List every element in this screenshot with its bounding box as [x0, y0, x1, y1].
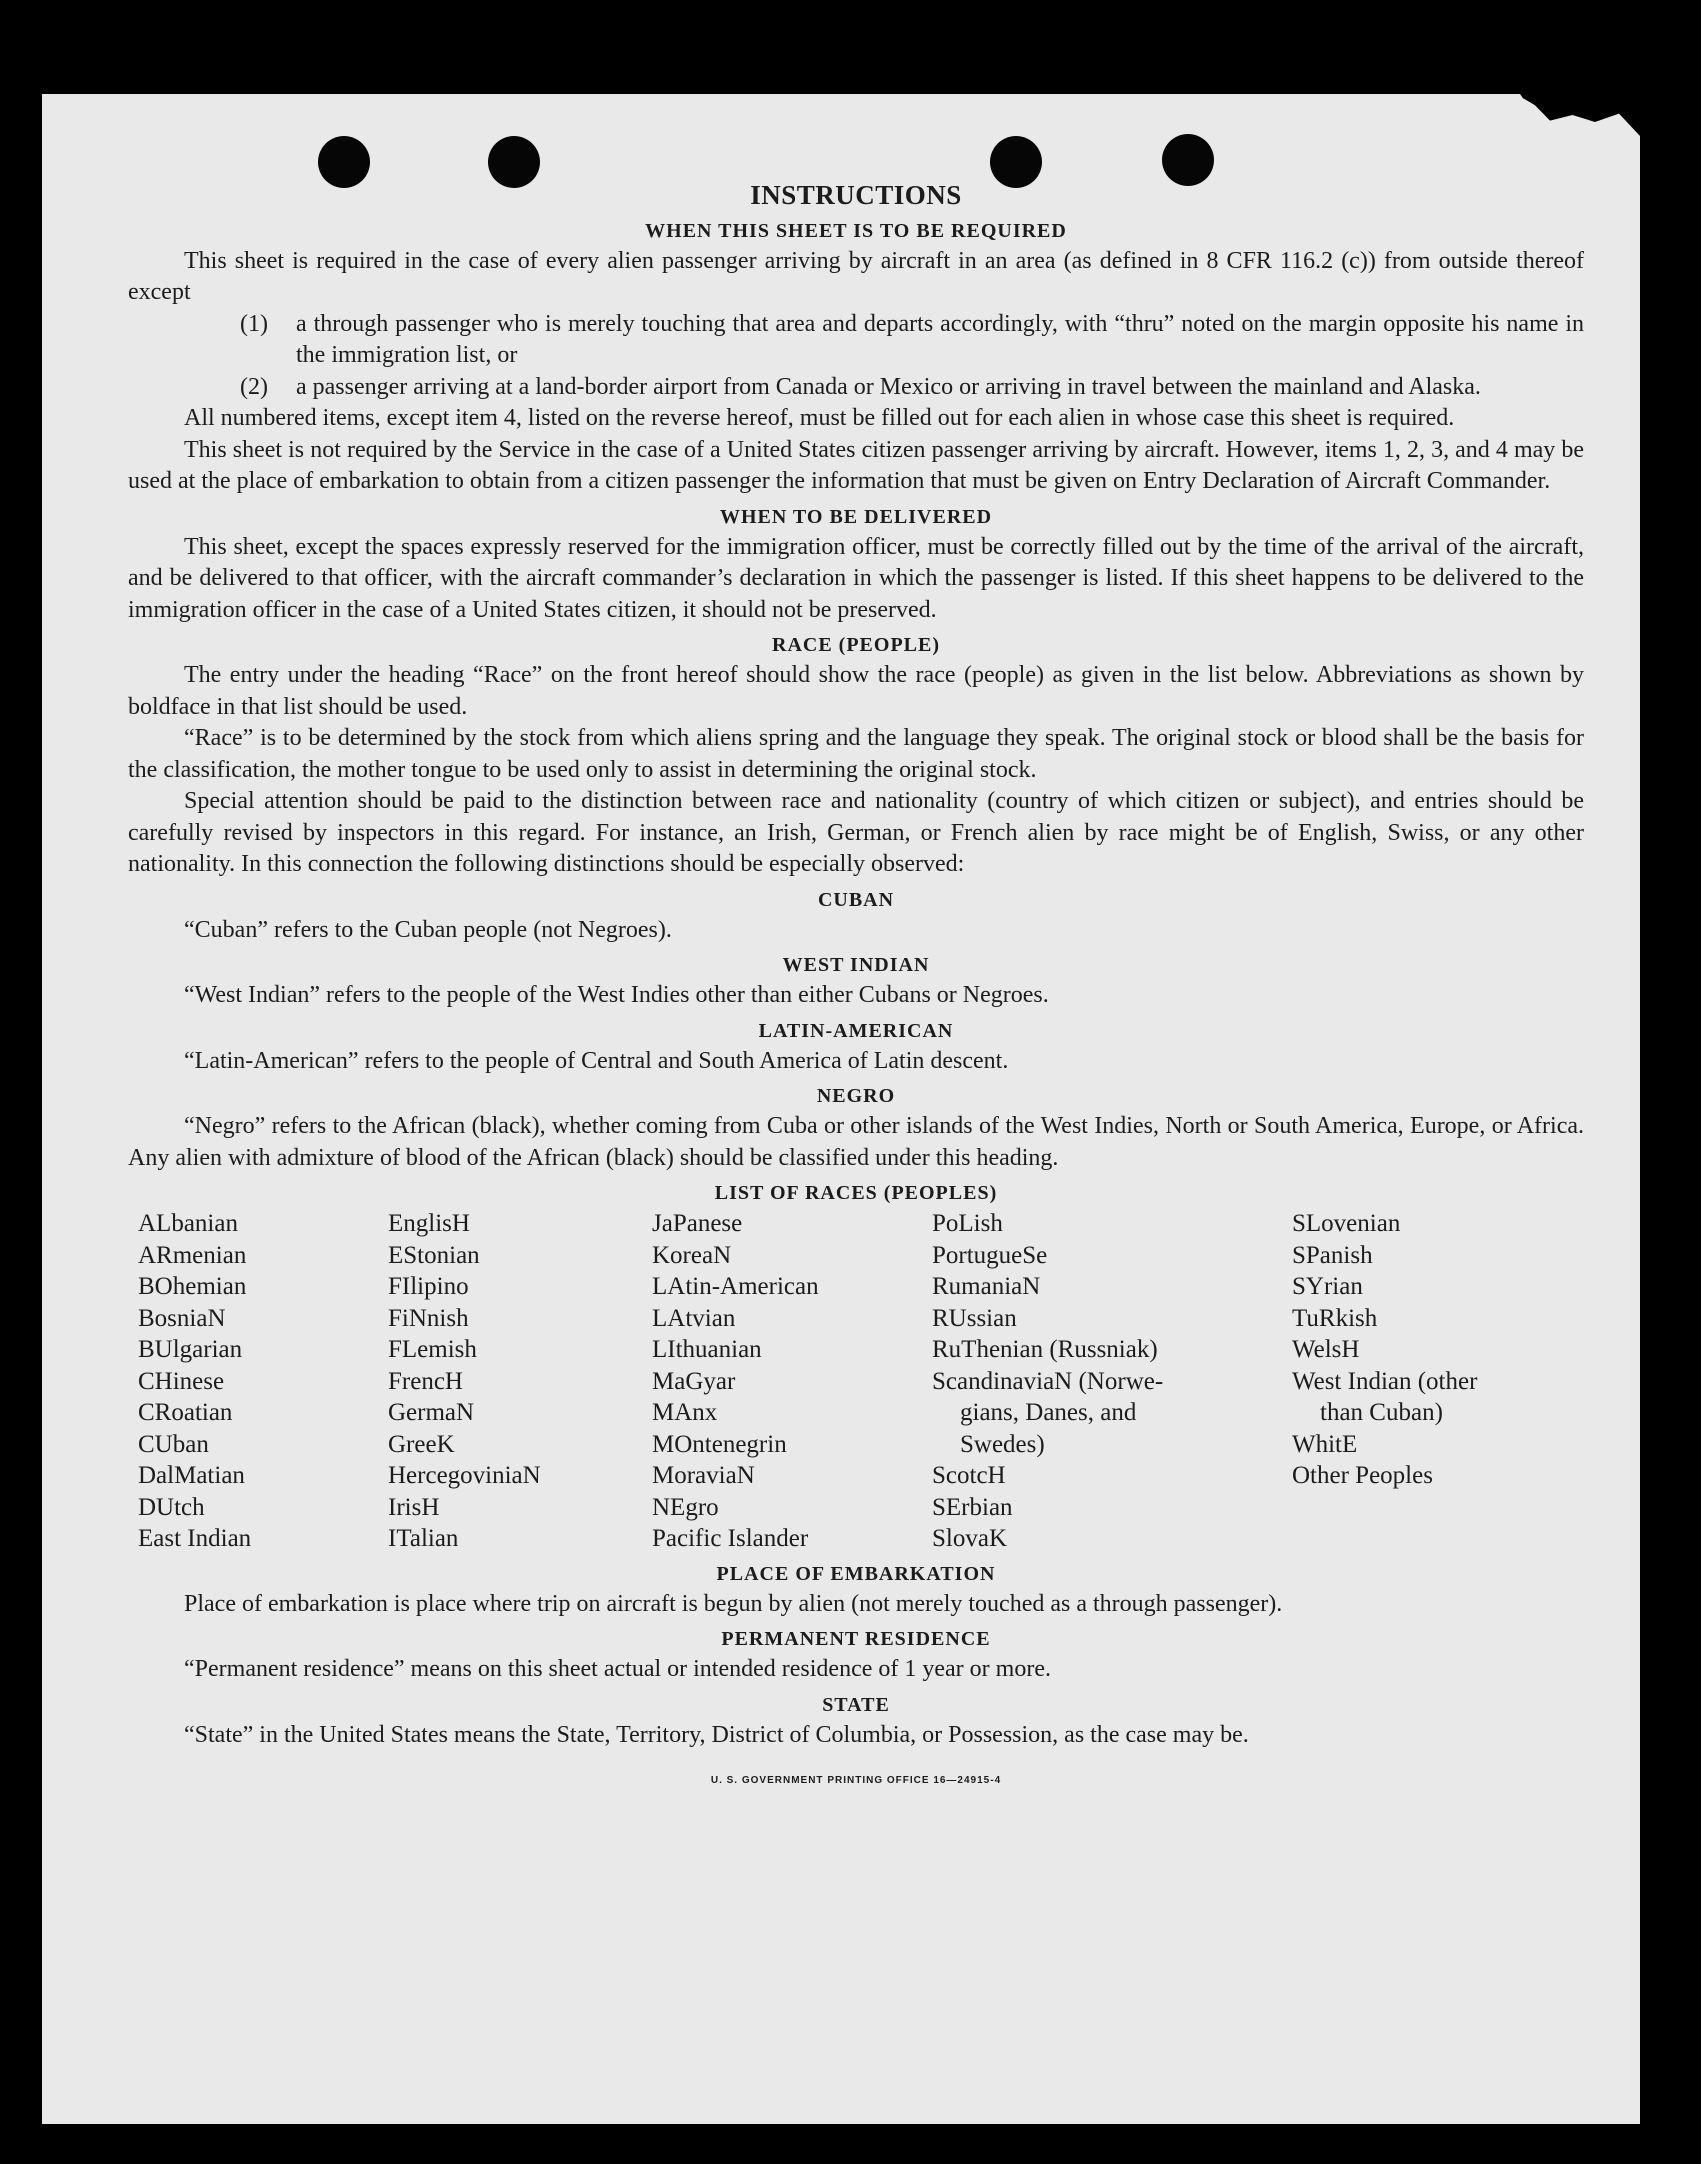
race-column	[388, 1208, 652, 1555]
race-entry: CHinese	[138, 1367, 225, 1395]
race-entry: DUtch	[138, 1493, 205, 1521]
paragraph: “Permanent residence” means on this sheet actual or intended residence of 1 year or more.	[184, 1656, 1051, 1682]
race-entry: FiNnish	[388, 1304, 469, 1332]
section-heading: CUBAN	[817, 888, 895, 911]
printer-imprint: U. S. GOVERNMENT PRINTING OFFICE 16—24915-4	[710, 1775, 1002, 1786]
race-entry: BosniaN	[138, 1304, 226, 1332]
race-entry: ScandinaviaN (Norwe-	[932, 1367, 1164, 1395]
race-entry: MOntenegrin	[652, 1430, 787, 1458]
race-entry: MoraviaN	[652, 1462, 755, 1489]
document-body	[128, 180, 1584, 1797]
race-entry: SErbian	[932, 1493, 1013, 1521]
paragraph: “State” in the United States means the State, Territory, District of Columbia, or Possession, as the case may be.	[184, 1721, 1249, 1748]
paragraph: The entry under the heading “Race” on the front hereof should show the race (people) as given in the list below. Abbreviations as shown by boldface in that list should be used.	[128, 662, 1584, 720]
definition: “Cuban” refers to the Cuban people (not Negroes).	[184, 916, 672, 943]
race-entry: WhitE	[1292, 1430, 1358, 1458]
race-column	[652, 1208, 932, 1555]
race-entry: West Indian (other	[1292, 1367, 1478, 1395]
race-entry: HercegoviniaN	[388, 1462, 541, 1489]
race-entry: GreeK	[388, 1430, 455, 1458]
paragraph: Special attention should be paid to the distinction between race and nationality (country of which citizen or subject), and entries should be carefully revised by inspectors in this regard. For instance, an Irish, German, or French alien by race might be of English, Swiss, or any other nationality. In this connection the following distinctions should be especially observed:	[128, 788, 1584, 877]
race-entry: CRoatian	[138, 1399, 233, 1426]
definition: “Negro” refers to the African (black), whether coming from Cuba or other islands of the West Indies, North or South America, Europe, or Africa. Any alien with admixture of blood of the African (black) should be classified under this heading.	[128, 1113, 1584, 1171]
paragraph: This sheet is not required by the Service in the case of a United States citizen passenger arriving by aircraft. However, items 1, 2, 3, and 4 may be used at the place of embarkation to obtain from a citizen passenger the information that must be given on Entry Declaration of Aircraft Commander.	[128, 436, 1584, 494]
race-entry: RuThenian (Russniak)	[932, 1336, 1158, 1363]
race-entry: PoLish	[932, 1210, 1003, 1237]
race-entry: Other Peoples	[1292, 1462, 1433, 1489]
definition: “West Indian” refers to the people of the West Indies other than either Cubans or Negroes.	[184, 982, 1049, 1008]
numbered-item	[240, 309, 1584, 372]
race-entry: ScotcH	[932, 1462, 1006, 1489]
race-entry: PortugueSe	[932, 1241, 1048, 1269]
item-text: a through passenger who is merely touching that area and departs accordingly, with “thru” noted on the margin opposite his name in the immigration list, or	[296, 310, 1584, 368]
item-text: a passenger arriving at a land-border airport from Canada or Mexico or arriving in travel between the mainland and Alaska.	[296, 373, 1481, 400]
item-number: (2)	[240, 373, 268, 400]
race-entry: Swedes)	[960, 1430, 1045, 1458]
section-heading: WEST INDIAN	[782, 954, 930, 976]
race-entry: TuRkish	[1292, 1304, 1378, 1332]
race-entry: RumaniaN	[932, 1273, 1041, 1300]
race-entry: EnglisH	[388, 1210, 470, 1237]
race-entry: ITalian	[388, 1525, 459, 1552]
section-heading: NEGRO	[816, 1085, 896, 1107]
section-heading: LIST OF RACES (PEOPLES)	[714, 1182, 998, 1204]
section-heading: RACE (PEOPLE)	[772, 634, 940, 656]
section-heading: PERMANENT RESIDENCE	[721, 1628, 991, 1650]
page-title: INSTRUCTIONS	[750, 180, 962, 210]
race-entry: MaGyar	[652, 1367, 736, 1395]
race-entry: NEgro	[652, 1493, 719, 1521]
race-entry: FIlipino	[388, 1273, 469, 1300]
race-entry: BOhemian	[138, 1273, 247, 1300]
race-entry: GermaN	[388, 1399, 475, 1426]
section-heading: WHEN THIS SHEET IS TO BE REQUIRED	[645, 219, 1067, 242]
paragraph: This sheet is required in the case of every alien passenger arriving by aircraft in an area (as defined in 8 CFR 116.2 (c)) from outside thereof except	[128, 247, 1584, 305]
race-entry: Pacific Islander	[652, 1525, 809, 1552]
race-entry: LIthuanian	[652, 1336, 762, 1363]
paragraph: Place of embarkation is place where trip on aircraft is begun by alien (not merely touched as a through passenger).	[184, 1590, 1283, 1617]
race-entry: SlovaK	[932, 1525, 1007, 1552]
race-entry: East Indian	[138, 1525, 252, 1552]
race-entry: ARmenian	[138, 1241, 247, 1269]
race-entry: LAtin-American	[652, 1273, 819, 1300]
definition: “Latin-American” refers to the people of Central and South America of Latin descent.	[184, 1047, 1009, 1074]
race-entry: MAnx	[652, 1399, 718, 1426]
race-entry: SYrian	[1292, 1273, 1363, 1300]
race-entry: LAtvian	[652, 1304, 736, 1332]
race-entry: than Cuban)	[1320, 1399, 1443, 1426]
section-heading: LATIN-AMERICAN	[758, 1019, 954, 1042]
race-entry: JaPanese	[652, 1210, 743, 1237]
paragraph: This sheet, except the spaces expressly reserved for the immigration officer, must be correctly filled out by the time of the arrival of the aircraft, and be delivered to that officer, with the aircraft commander’s declaration in which the passenger is listed. If this sheet happens to be delivered to the immigration officer in the case of a United States citizen, it should not be preserved.	[128, 533, 1584, 623]
torn-corner	[1490, 94, 1640, 164]
race-entry: WelsH	[1292, 1336, 1360, 1363]
document-page	[42, 94, 1640, 2124]
race-entry: BUlgarian	[138, 1336, 243, 1363]
section-heading: WHEN TO BE DELIVERED	[719, 505, 993, 528]
race-column	[1292, 1208, 1552, 1555]
section-heading: PLACE OF EMBARKATION	[716, 1562, 996, 1585]
race-entry: FrencH	[388, 1367, 463, 1395]
race-column	[128, 1208, 388, 1555]
race-entry: gians, Danes, and	[960, 1399, 1137, 1426]
punch-hole	[1162, 134, 1214, 186]
paragraph: “Race” is to be determined by the stock from which aliens spring and the language they speak. The original stock or blood shall be the basis for the classification, the mother tongue to be used only to assist in determining the original stock.	[128, 725, 1584, 783]
numbered-item	[240, 372, 1584, 404]
race-list	[128, 1208, 1584, 1555]
race-entry: DalMatian	[138, 1462, 245, 1489]
item-number: (1)	[240, 310, 268, 337]
race-entry: RUssian	[932, 1304, 1017, 1332]
race-entry: KoreaN	[652, 1241, 732, 1269]
race-entry: FLemish	[388, 1336, 477, 1363]
race-column	[932, 1208, 1292, 1555]
race-entry: EStonian	[388, 1241, 480, 1269]
race-entry: SPanish	[1292, 1241, 1373, 1269]
paragraph: All numbered items, except item 4, listed on the reverse hereof, must be filled out for each alien in whose case this sheet is required.	[184, 405, 1455, 431]
race-entry: ALbanian	[138, 1210, 238, 1237]
race-entry: IrisH	[388, 1493, 440, 1521]
race-entry: CUban	[138, 1430, 209, 1458]
race-entry: SLovenian	[1292, 1210, 1401, 1237]
section-heading: STATE	[822, 1693, 890, 1716]
